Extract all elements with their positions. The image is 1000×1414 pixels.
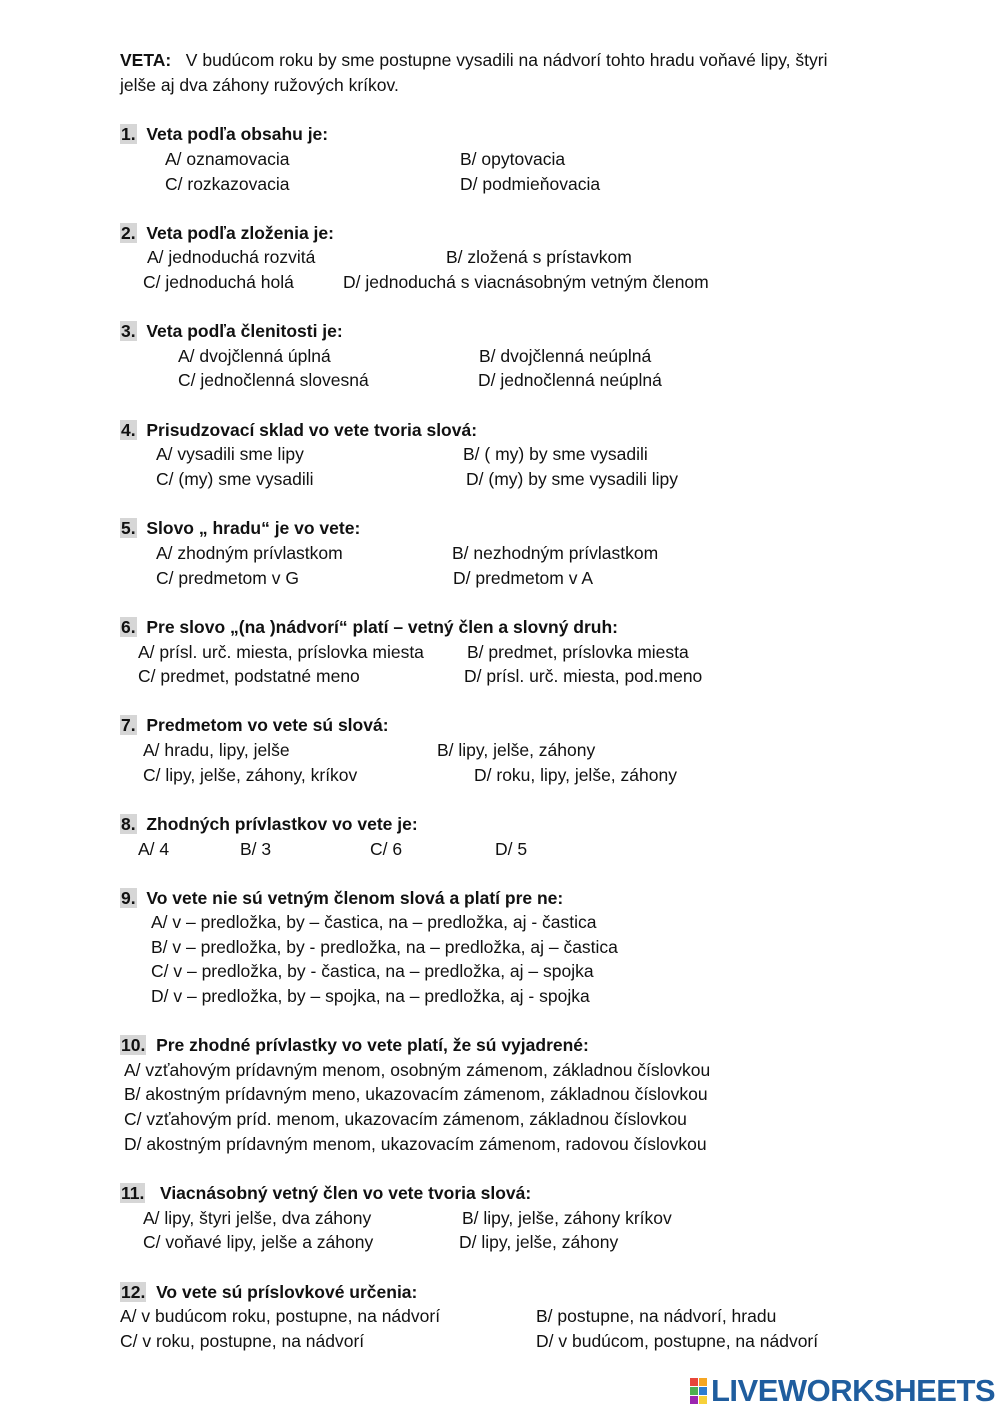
sentence-line-2: jelše aj dva záhony ružových kríkov. [120, 75, 399, 95]
option-8a[interactable]: A/ 4 [138, 839, 170, 859]
option-6b[interactable]: B/ predmet, príslovka miesta [467, 642, 689, 662]
question-number: 12. [121, 1282, 146, 1302]
option-10d[interactable]: D/ akostným prídavným menom, ukazovacím zámenom, radovou číslovkou [124, 1134, 707, 1154]
question-number: 8. [121, 814, 136, 834]
question-title: Vo vete sú príslovkové určenia: [156, 1282, 418, 1302]
question-title: Viacnásobný vetný člen vo vete tvoria slová: [159, 1183, 532, 1203]
question-number: 10. [121, 1035, 146, 1055]
question-title: Vo vete nie sú vetným členom slová a platí pre ne: [146, 888, 564, 908]
question-11-heading [120, 1182, 531, 1204]
question-number: 11. [121, 1183, 145, 1203]
option-5b[interactable]: B/ nezhodným prívlastkom [452, 543, 659, 563]
question-number: 2. [121, 223, 136, 243]
option-7c[interactable]: C/ lipy, jelše, záhony, kríkov [143, 765, 358, 785]
option-9c[interactable]: C/ v – predložka, by - častica, na – predložka, aj – spojka [151, 961, 594, 981]
question-10-heading [120, 1034, 589, 1056]
question-2-heading [120, 222, 334, 244]
option-7a[interactable]: A/ hradu, lipy, jelše [143, 740, 290, 760]
question-title: Zhodných prívlastkov vo vete je: [146, 814, 418, 834]
question-9-heading [120, 887, 563, 909]
question-title: Pre zhodné prívlastky vo vete platí, že sú vyjadrené: [156, 1035, 589, 1055]
option-2c[interactable]: C/ jednoduchá holá [143, 272, 294, 292]
question-5-heading [120, 517, 360, 539]
option-11a[interactable]: A/ lipy, štyri jelše, dva záhony [143, 1208, 372, 1228]
option-12a[interactable]: A/ v budúcom roku, postupne, na nádvorí [120, 1306, 441, 1326]
option-7b[interactable]: B/ lipy, jelše, záhony [437, 740, 596, 760]
option-6a[interactable]: A/ prísl. urč. miesta, príslovka miesta [138, 642, 424, 662]
option-2b[interactable]: B/ zložená s prístavkom [446, 247, 632, 267]
question-title: Prisudzovací sklad vo vete tvoria slová: [146, 420, 478, 440]
option-6c[interactable]: C/ predmet, podstatné meno [138, 666, 360, 686]
question-12-heading [120, 1281, 417, 1303]
option-10a[interactable]: A/ vzťahovým prídavným menom, osobným zámenom, základnou číslovkou [124, 1060, 711, 1080]
option-1d[interactable]: D/ podmieňovacia [460, 174, 601, 194]
question-6-heading [120, 616, 618, 638]
option-4c[interactable]: C/ (my) sme vysadili [156, 469, 314, 489]
option-5c[interactable]: C/ predmetom v G [156, 568, 299, 588]
option-6d[interactable]: D/ prísl. urč. miesta, pod.meno [464, 666, 703, 686]
option-5d[interactable]: D/ predmetom v A [453, 568, 594, 588]
question-number: 4. [121, 420, 136, 440]
option-2a[interactable]: A/ jednoduchá rozvitá [147, 247, 316, 267]
question-number: 7. [121, 715, 136, 735]
question-number: 9. [121, 888, 136, 908]
option-4a[interactable]: A/ vysadili sme lipy [156, 444, 304, 464]
question-title: Pre slovo „(na )nádvorí“ platí – vetný člen a slovný druh: [146, 617, 618, 637]
option-4d[interactable]: D/ (my) by sme vysadili lipy [466, 469, 678, 489]
option-8b[interactable]: B/ 3 [240, 839, 272, 859]
option-2d[interactable]: D/ jednoduchá s viacnásobným vetným členom [343, 272, 709, 292]
option-12c[interactable]: C/ v roku, postupne, na nádvorí [120, 1331, 365, 1351]
question-number: 5. [121, 518, 136, 538]
question-number: 1. [121, 124, 136, 144]
option-1a[interactable]: A/ oznamovacia [165, 149, 290, 169]
question-title: Veta podľa zloženia je: [146, 223, 334, 243]
question-title: Predmetom vo vete sú slová: [146, 715, 389, 735]
question-title: Veta podľa členitosti je: [146, 321, 343, 341]
option-11b[interactable]: B/ lipy, jelše, záhony kríkov [462, 1208, 672, 1228]
option-5a[interactable]: A/ zhodným prívlastkom [156, 543, 343, 563]
question-number: 3. [121, 321, 136, 341]
question-title: Veta podľa obsahu je: [146, 124, 329, 144]
option-3b[interactable]: B/ dvojčlenná neúplná [479, 346, 652, 366]
option-3c[interactable]: C/ jednočlenná slovesná [178, 370, 369, 390]
question-3-heading [120, 320, 343, 342]
sentence-label: VETA: [120, 50, 172, 70]
question-title: Slovo „ hradu“ je vo vete: [146, 518, 361, 538]
question-number: 6. [121, 617, 136, 637]
question-7-heading [120, 714, 389, 736]
option-3d[interactable]: D/ jednočlenná neúplná [478, 370, 662, 390]
logo-text: LIVEWORKSHEETS [711, 1373, 996, 1408]
option-3a[interactable]: A/ dvojčlenná úplná [178, 346, 331, 366]
liveworksheets-logo [690, 1374, 995, 1408]
option-11d[interactable]: D/ lipy, jelše, záhony [459, 1232, 619, 1252]
option-12d[interactable]: D/ v budúcom, postupne, na nádvorí [536, 1331, 819, 1351]
sentence-line-1 [120, 49, 828, 71]
option-8d[interactable]: D/ 5 [495, 839, 528, 859]
option-11c[interactable]: C/ voňavé lipy, jelše a záhony [143, 1232, 374, 1252]
option-10b[interactable]: B/ akostným prídavným meno, ukazovacím zámenom, základnou číslovkou [124, 1084, 708, 1104]
option-9d[interactable]: D/ v – predložka, by – spojka, na – predložka, aj - spojka [151, 986, 590, 1006]
option-1c[interactable]: C/ rozkazovacia [165, 174, 290, 194]
question-4-heading [120, 419, 477, 441]
option-12b[interactable]: B/ postupne, na nádvorí, hradu [536, 1306, 777, 1326]
option-1b[interactable]: B/ opytovacia [460, 149, 566, 169]
option-9b[interactable]: B/ v – predložka, by - predložka, na – predložka, aj – častica [151, 937, 618, 957]
option-9a[interactable]: A/ v – predložka, by – častica, na – predložka, aj - častica [151, 912, 597, 932]
logo-mark-icon [690, 1378, 707, 1404]
question-8-heading [120, 813, 418, 835]
option-10c[interactable]: C/ vzťahovým príd. menom, ukazovacím zámenom, základnou číslovkou [124, 1109, 687, 1129]
question-1-heading [120, 123, 328, 145]
option-4b[interactable]: B/ ( my) by sme vysadili [463, 444, 648, 464]
option-7d[interactable]: D/ roku, lipy, jelše, záhony [474, 765, 677, 785]
option-8c[interactable]: C/ 6 [370, 839, 403, 859]
sentence-text-1: V budúcom roku by sme postupne vysadili na nádvorí tohto hradu voňavé lipy, štyri [185, 50, 828, 70]
